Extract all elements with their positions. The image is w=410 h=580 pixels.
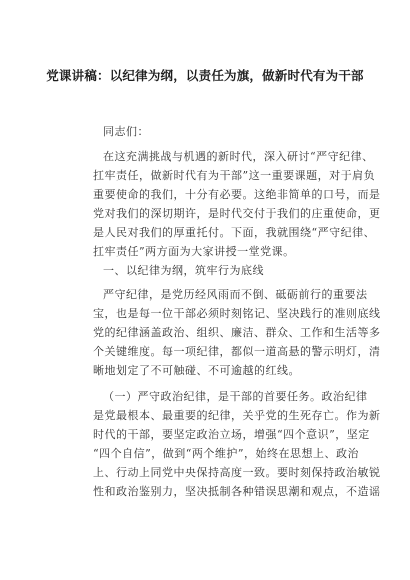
body-line: 是党最根本、最重要的纪律，关乎党的生死存亡。作为新 — [93, 409, 381, 422]
body-line: 上、行动上同党中央保持高度一致。要时刻保持政治敏锐 — [93, 466, 381, 479]
body-line: 个关键维度。每一项纪律，都似一道高悬的警示明灯，清 — [93, 345, 381, 358]
body-line: 晰地划定了不可触碰、不可逾越的红线。 — [93, 364, 300, 377]
body-line: 严守纪律，是党历经风雨而不倒、砥砺前行的重要法 — [103, 288, 368, 301]
body-line: 是人民对我们的厚重托付。下面，我就围绕“严守纪律、 — [93, 226, 376, 239]
body-line: 党的纪律涵盖政治、组织、廉洁、群众、工作和生活等多 — [93, 326, 381, 339]
body-line: 性和政治鉴别力，坚决抵制各种错误思潮和观点，不造谣 — [93, 485, 381, 498]
body-line: 重要使命的我们，十分有必要。这绝非简单的口号，而是 — [93, 188, 381, 201]
salutation: 同志们： — [103, 125, 149, 138]
document-title: 党课讲稿：以纪律为纲，以责任为旗，做新时代有为干部 — [46, 68, 364, 83]
body-line: 宝，也是每一位干部必须时刻铭记、坚决践行的准则底线 — [93, 307, 381, 320]
body-line: 在这充满挑战与机遇的新时代，深入研讨“严守纪律、 — [103, 150, 374, 163]
body-line: 扛牢责任，做新时代有为干部”这一重要课题，对于肩负 — [93, 169, 376, 182]
body-line: 党对我们的深切期许，是时代交付于我们的庄重使命，更 — [93, 207, 381, 220]
body-line: “四个自信”，做到“两个维护”，始终在思想上、政治 — [93, 447, 359, 460]
section-heading: 一、以纪律为纲，筑牢行为底线 — [103, 264, 264, 277]
body-line: 时代的干部，要坚定政治立场，增强“四个意识”，坚定 — [93, 428, 370, 441]
body-line: （一）严守政治纪律，是干部的首要任务。政治纪律 — [103, 390, 368, 403]
body-line: 扛牢责任”两方面为大家讲授一堂党课。 — [93, 245, 295, 258]
